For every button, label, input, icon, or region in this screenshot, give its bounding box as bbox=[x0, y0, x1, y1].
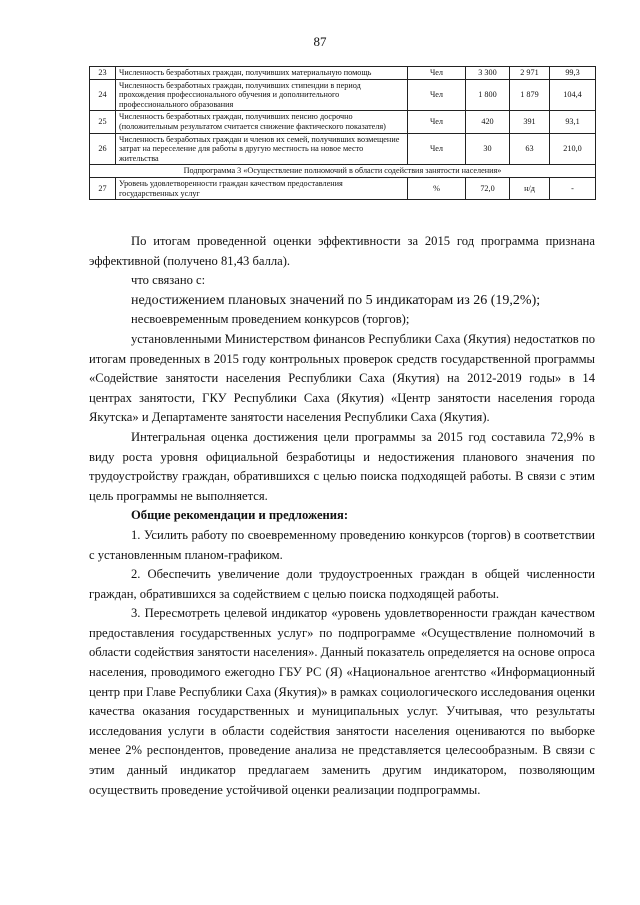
percent-value: 210,0 bbox=[550, 133, 596, 165]
recommendations-heading: Общие рекомендации и предложения: bbox=[131, 508, 349, 523]
row-number: 24 bbox=[90, 79, 116, 111]
table-row bbox=[90, 79, 596, 111]
plan-value: 1 800 bbox=[466, 79, 510, 111]
table-row bbox=[90, 67, 596, 80]
paragraph-assessment: По итогам проведенной оценки эффективности за 2015 год программа признана эффективной (получено 81,43 балла). bbox=[89, 234, 595, 268]
unit-cell: Чел bbox=[408, 79, 466, 111]
fact-value: 1 879 bbox=[510, 79, 550, 111]
unit-cell: Чел bbox=[408, 133, 466, 165]
page-number: 87 bbox=[313, 34, 327, 49]
indicator-name: Численность безработных граждан, получивших стипендии в период прохождения профессионального обучения и дополнительного профессионального образования bbox=[116, 79, 408, 111]
row-number: 25 bbox=[90, 111, 116, 133]
subprogram-row bbox=[90, 165, 596, 178]
percent-value: 93,1 bbox=[550, 111, 596, 133]
table-row bbox=[90, 177, 596, 199]
paragraph-integral-score: Интегральная оценка достижения цели программы за 2015 год составила 72,9% в виду роста уровня официальной безработицы и недостижения планового значения по трудоустройству граждан, обратившихся с целью поиска подходящей работы. В связи с этим цель программы не выполняется. bbox=[89, 429, 595, 503]
fact-value: 391 bbox=[510, 111, 550, 133]
body-text bbox=[89, 232, 595, 800]
table-row bbox=[90, 133, 596, 165]
paragraph-reasons-intro: что связано с: bbox=[131, 273, 206, 288]
indicators-table bbox=[89, 66, 596, 200]
indicator-name: Численность безработных граждан и членов их семей, получивших возмещение затрат на переселение для работы в другую местность на новое место жительства bbox=[116, 133, 408, 165]
indicator-name: Численность безработных граждан, получивших пенсию досрочно (положительным результатом считается снижение фактического показателя) bbox=[116, 111, 408, 133]
indicator-name: Численность безработных граждан, получивших материальную помощь bbox=[116, 67, 408, 80]
reason-tenders: несвоевременным проведением конкурсов (торгов); bbox=[131, 312, 410, 327]
percent-value: 104,4 bbox=[550, 79, 596, 111]
recommendation-2: 2. Обеспечить увеличение доли трудоустроенных граждан в общей численности граждан, обратившихся за содействием с целью поиска подходящей работы. bbox=[89, 567, 595, 601]
unit-cell: Чел bbox=[408, 111, 466, 133]
row-number: 26 bbox=[90, 133, 116, 165]
recommendation-1: 1. Усилить работу по своевременному проведению конкурсов (торгов) в соответствии с установленным планом-графиком. bbox=[89, 527, 595, 562]
fact-value: 2 971 bbox=[510, 67, 550, 80]
fact-value: н/д bbox=[510, 177, 550, 199]
reason-indicators: недостижением плановых значений по 5 индикаторам из 26 (19,2%); bbox=[131, 292, 541, 308]
table-row bbox=[90, 111, 596, 133]
percent-value: 99,3 bbox=[550, 67, 596, 80]
plan-value: 30 bbox=[466, 133, 510, 165]
unit-cell: Чел bbox=[408, 67, 466, 80]
indicator-name: Уровень удовлетворенности граждан качеством предоставления государственных услуг bbox=[116, 177, 408, 199]
plan-value: 420 bbox=[466, 111, 510, 133]
percent-value: - bbox=[550, 177, 596, 199]
plan-value: 3 300 bbox=[466, 67, 510, 80]
subprogram-heading: Подпрограмма 3 «Осуществление полномочий в области содействия занятости населения» bbox=[90, 165, 596, 178]
fact-value: 63 bbox=[510, 133, 550, 165]
recommendation-3: 3. Пересмотреть целевой индикатор «уровень удовлетворенности граждан качеством предоставления государственных услуг» по подпрограмме «Осуществление полномочий в области содействия занятости населения». Данный показатель определяется на основе опроса населения, проводимого ежегодно ГБУ РС (Я) «Национальное агентство «Информационный центр при Главе Республики Саха (Якутия)» в рамках социологического исследования оценки качества оказания государственных и муниципальных услуг. Учитывая, что результаты исследования услуги в области содействия занятости населения оцениваются по выборке менее 2% респондентов, проведение анализа не представляется целесообразным. В связи с этим данный индикатор предлагаем заменить другим индикатором, позволяющим осуществить проведение устойчивой оценки реализации подпрограммы. bbox=[89, 606, 595, 797]
row-number: 23 bbox=[90, 67, 116, 80]
row-number: 27 bbox=[90, 177, 116, 199]
unit-cell: % bbox=[408, 177, 466, 199]
reason-audit: установленными Министерством финансов Республики Саха (Якутия) недостатков по итогам проведенных в 2015 году контрольных проверок средств государственной программы «Содействие занятости населения Республики Саха (Якутия) на 2012-2019 годы» в 14 центрах занятости, ГКУ Республики Саха (Якутия) «Центр занятости населения города Якутска» и Департаменте занятости населения Республики Саха (Якутия). bbox=[89, 331, 595, 425]
plan-value: 72,0 bbox=[466, 177, 510, 199]
